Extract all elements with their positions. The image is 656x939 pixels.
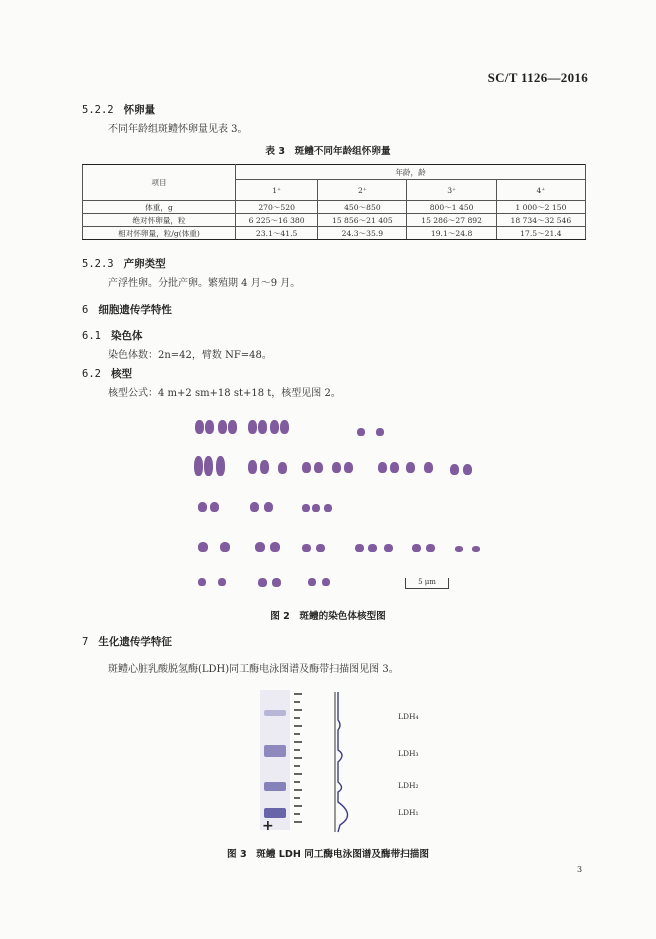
chromosome <box>205 420 214 434</box>
ruler-ticks <box>294 694 302 822</box>
chromosome <box>426 544 435 552</box>
table-row <box>83 201 586 214</box>
densitometry-scan <box>290 690 370 835</box>
ldh3-label: LDH₃ <box>398 749 419 758</box>
ldh1-label: LDH₁ <box>398 808 419 817</box>
section-title: 细胞遗传学特性 <box>98 304 172 316</box>
table-age-cell: 3⁺ <box>407 180 496 201</box>
chromosome <box>450 464 459 475</box>
section-title: 核型 <box>110 368 132 380</box>
chromosome <box>250 502 259 512</box>
table-row <box>83 214 586 227</box>
table-cell: 24.3～35.9 <box>318 227 407 240</box>
chromosome <box>308 578 316 586</box>
table-age-cell: 1⁺ <box>236 180 318 201</box>
chromosome <box>228 420 237 434</box>
section-6-1-text: 染色体数：2n=42，臂数 NF=48。 <box>108 350 272 361</box>
chromosome <box>384 544 393 552</box>
chromosome <box>218 578 226 586</box>
table-cell: 270～520 <box>236 201 318 214</box>
chromosome <box>258 578 267 587</box>
table-cell: 450～850 <box>318 201 407 214</box>
chromosome <box>258 420 267 434</box>
chromosome <box>195 420 204 434</box>
chromosome <box>255 542 265 552</box>
chromosome <box>216 456 225 476</box>
gel-band <box>264 808 286 818</box>
table-cell: 6 225～16 380 <box>236 214 318 227</box>
section-title: 怀卵量 <box>123 104 156 116</box>
chromosome <box>272 578 281 587</box>
chromosome <box>198 502 207 512</box>
chromosome <box>455 546 463 552</box>
chromosome <box>218 420 227 434</box>
table-cell: 15 856～21 405 <box>318 214 407 227</box>
gel-band <box>264 745 286 757</box>
scale-bar: 5 μm <box>405 578 449 589</box>
chromosome <box>376 428 384 436</box>
section-5-2-3-text: 产浮性卵。分批产卵。繁殖期 4 月～9 月。 <box>108 278 301 289</box>
chromosome <box>248 420 257 434</box>
gel-plus-label: + <box>262 818 274 834</box>
chromosome <box>412 544 421 552</box>
figure-3-caption: 图 3 斑鳢 LDH 同工酶电泳图谱及酶带扫描图 <box>227 849 429 860</box>
ldh4-label: LDH₄ <box>398 712 419 721</box>
chromosome <box>463 464 472 475</box>
chromosome <box>264 502 273 512</box>
chromosome <box>260 460 269 474</box>
section-6-1-heading <box>82 328 142 343</box>
section-number: 6.1 <box>82 330 101 342</box>
chromosome <box>406 462 415 473</box>
chromosome <box>312 504 320 512</box>
section-number: 6.2 <box>82 368 101 380</box>
section-6-2-heading <box>82 366 132 381</box>
table-cell: 18 734～32 546 <box>496 214 585 227</box>
electrophoresis-gel <box>260 690 290 830</box>
table-cell: 19.1～24.8 <box>407 227 496 240</box>
chromosome <box>248 460 257 474</box>
section-6-2-text: 核型公式：4 m+2 sm+18 st+18 t，核型见图 2。 <box>108 388 341 399</box>
chromosome <box>198 578 206 586</box>
table-cell: 800～1 450 <box>407 201 496 214</box>
chromosome <box>198 542 208 552</box>
table-age-cell: 4⁺ <box>496 180 585 201</box>
table-cell: 17.5～21.4 <box>496 227 585 240</box>
section-title: 产卵类型 <box>123 258 166 270</box>
chromosome <box>322 578 330 586</box>
table-cell: 23.1～41.5 <box>236 227 318 240</box>
section-number: 7 <box>82 636 89 648</box>
table-header-age: 年龄，龄 <box>236 165 586 180</box>
chromosome <box>472 546 480 552</box>
figure-2-caption: 图 2 斑鳢的染色体核型图 <box>270 611 386 622</box>
document-code: SC/T 1126—2016 <box>487 70 588 85</box>
page-number: 3 <box>577 865 583 874</box>
chromosome <box>204 456 213 476</box>
chromosome <box>302 544 311 552</box>
chromosome <box>210 502 219 512</box>
section-7-heading <box>82 634 172 649</box>
chromosome <box>368 544 377 552</box>
table-row-label: 相对怀卵量，粒/g(体重) <box>83 227 236 240</box>
chromosome <box>390 462 399 473</box>
ldh2-label: LDH₂ <box>398 781 419 790</box>
chromosome <box>314 462 323 473</box>
chromosome <box>280 420 289 434</box>
section-7-text: 斑鳢心脏乳酸脱氢酶(LDH)同工酶电泳图谱及酶带扫描图见图 3。 <box>108 664 399 675</box>
chromosome <box>324 504 332 512</box>
section-5-2-2-text: 不同年龄组斑鳢怀卵量见表 3。 <box>108 124 248 135</box>
chromosome <box>344 462 353 473</box>
chromosome <box>270 542 280 552</box>
chromosome <box>378 462 387 473</box>
table-cell: 1 000～2 150 <box>496 201 585 214</box>
section-6-heading <box>82 302 172 317</box>
section-number: 5.2.3 <box>82 258 114 270</box>
gel-band <box>264 782 286 791</box>
section-number: 5.2.2 <box>82 104 114 116</box>
table-row-label: 绝对怀卵量，粒 <box>83 214 236 227</box>
chromosome <box>220 542 230 552</box>
chromosome <box>278 462 287 474</box>
table-3-caption: 表 3 斑鳢不同年龄组怀卵量 <box>265 146 391 157</box>
scan-curve <box>338 692 348 832</box>
table-row <box>83 227 586 240</box>
table-cell: 15 286～27 892 <box>407 214 496 227</box>
chromosome <box>332 462 341 473</box>
chromosome <box>302 462 311 473</box>
gel-band <box>264 710 286 716</box>
table-age-cell: 2⁺ <box>318 180 407 201</box>
table-row-label: 体重，g <box>83 201 236 214</box>
section-5-2-3-heading <box>82 256 166 271</box>
chromosome <box>355 544 364 552</box>
chromosome <box>270 420 279 434</box>
section-5-2-2-heading <box>82 102 155 117</box>
chromosome <box>194 456 203 476</box>
chromosome <box>357 428 365 436</box>
section-number: 6 <box>82 304 89 316</box>
chromosome <box>316 544 325 552</box>
section-title: 生化遗传学特征 <box>98 636 172 648</box>
karyotype-figure <box>180 410 500 600</box>
chromosome <box>424 462 433 473</box>
chromosome <box>302 504 310 512</box>
table-3 <box>82 164 586 240</box>
table-header-item: 项目 <box>83 165 236 201</box>
section-title: 染色体 <box>110 330 143 342</box>
